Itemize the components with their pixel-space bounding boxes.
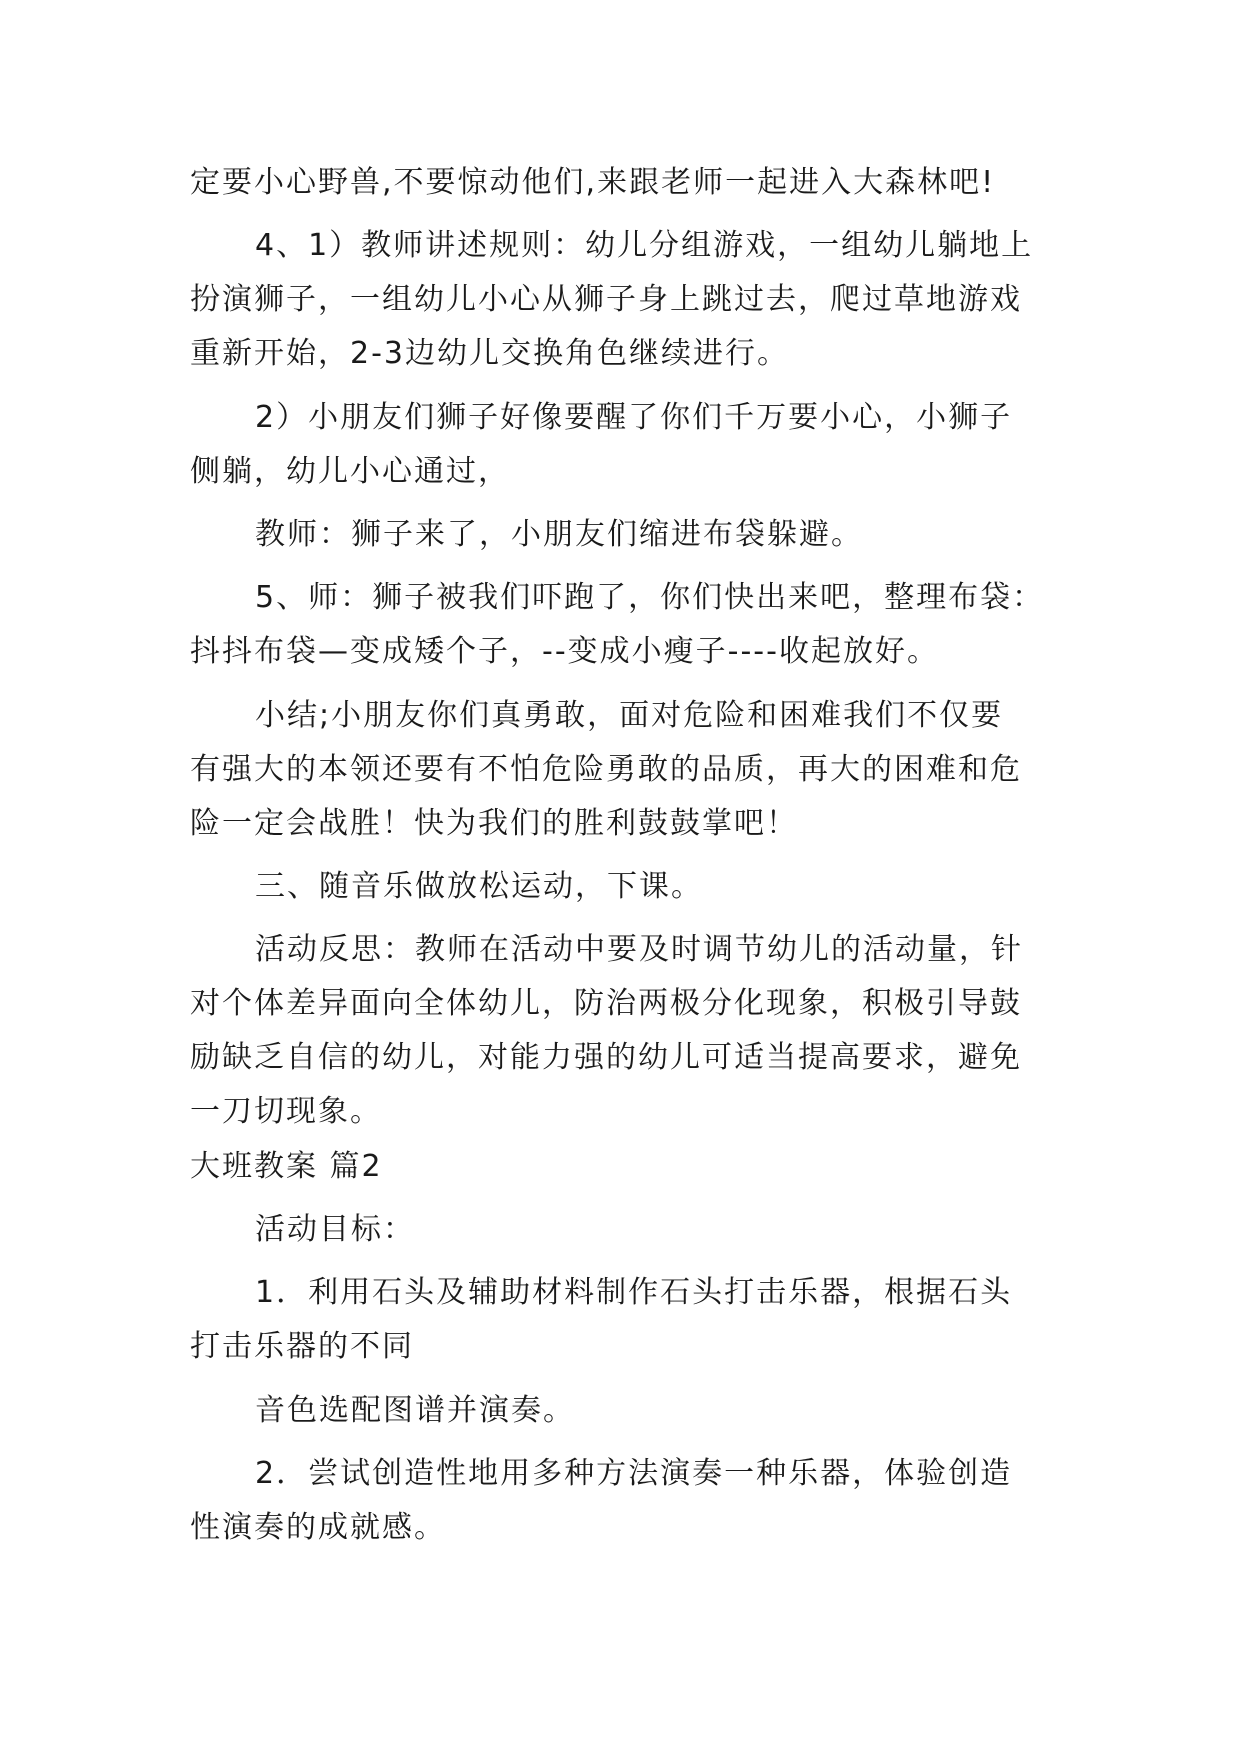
text-line: 活动反思：教师在活动中要及时调节幼儿的活动量，针 xyxy=(255,932,1023,967)
text-line: 励缺乏自信的幼儿，对能力强的幼儿可适当提高要求，避免 xyxy=(190,1040,1022,1075)
text-line: 对个体差异面向全体幼儿，防治两极分化现象，积极引导鼓 xyxy=(190,986,1022,1021)
text-line: 打击乐器的不同 xyxy=(190,1329,414,1364)
text-line: 教师：狮子来了，小朋友们缩进布袋躲避。 xyxy=(255,517,863,552)
text-line: 侧躺，幼儿小心通过， xyxy=(190,454,510,489)
text-line: 抖抖布袋—变成矮个子，--变成小瘦子----收起放好。 xyxy=(190,634,939,669)
text-line: 一刀切现象。 xyxy=(190,1094,382,1129)
text-line: 1．利用石头及辅助材料制作石头打击乐器，根据石头 xyxy=(255,1275,1013,1310)
text-line: 2．尝试创造性地用多种方法演奏一种乐器，体验创造 xyxy=(255,1456,1013,1491)
section-heading: 大班教案 篇2 xyxy=(190,1149,383,1184)
text-line: 三、随音乐做放松运动，下课。 xyxy=(255,869,703,904)
text-line: 活动目标： xyxy=(255,1212,415,1247)
text-line: 4、1）教师讲述规则：幼儿分组游戏，一组幼儿躺地上 xyxy=(255,228,1034,263)
text-line: 扮演狮子，一组幼儿小心从狮子身上跳过去，爬过草地游戏 xyxy=(190,282,1022,317)
text-line: 定要小心野兽,不要惊动他们,来跟老师一起进入大森林吧! xyxy=(190,165,996,200)
text-line: 险一定会战胜！快为我们的胜利鼓鼓掌吧！ xyxy=(190,806,798,841)
text-line: 音色选配图谱并演奏。 xyxy=(255,1393,575,1428)
text-line: 5、师：狮子被我们吓跑了，你们快出来吧，整理布袋： xyxy=(255,580,1045,615)
text-line: 性演奏的成就感。 xyxy=(190,1510,446,1545)
text-line: 2）小朋友们狮子好像要醒了你们千万要小心，小狮子 xyxy=(255,400,1013,435)
text-line: 重新开始，2-3边幼儿交换角色继续进行。 xyxy=(190,336,789,371)
text-line: 有强大的本领还要有不怕危险勇敢的品质，再大的困难和危 xyxy=(190,752,1022,787)
text-line: 小结;小朋友你们真勇敢，面对危险和困难我们不仅要 xyxy=(255,698,1004,733)
